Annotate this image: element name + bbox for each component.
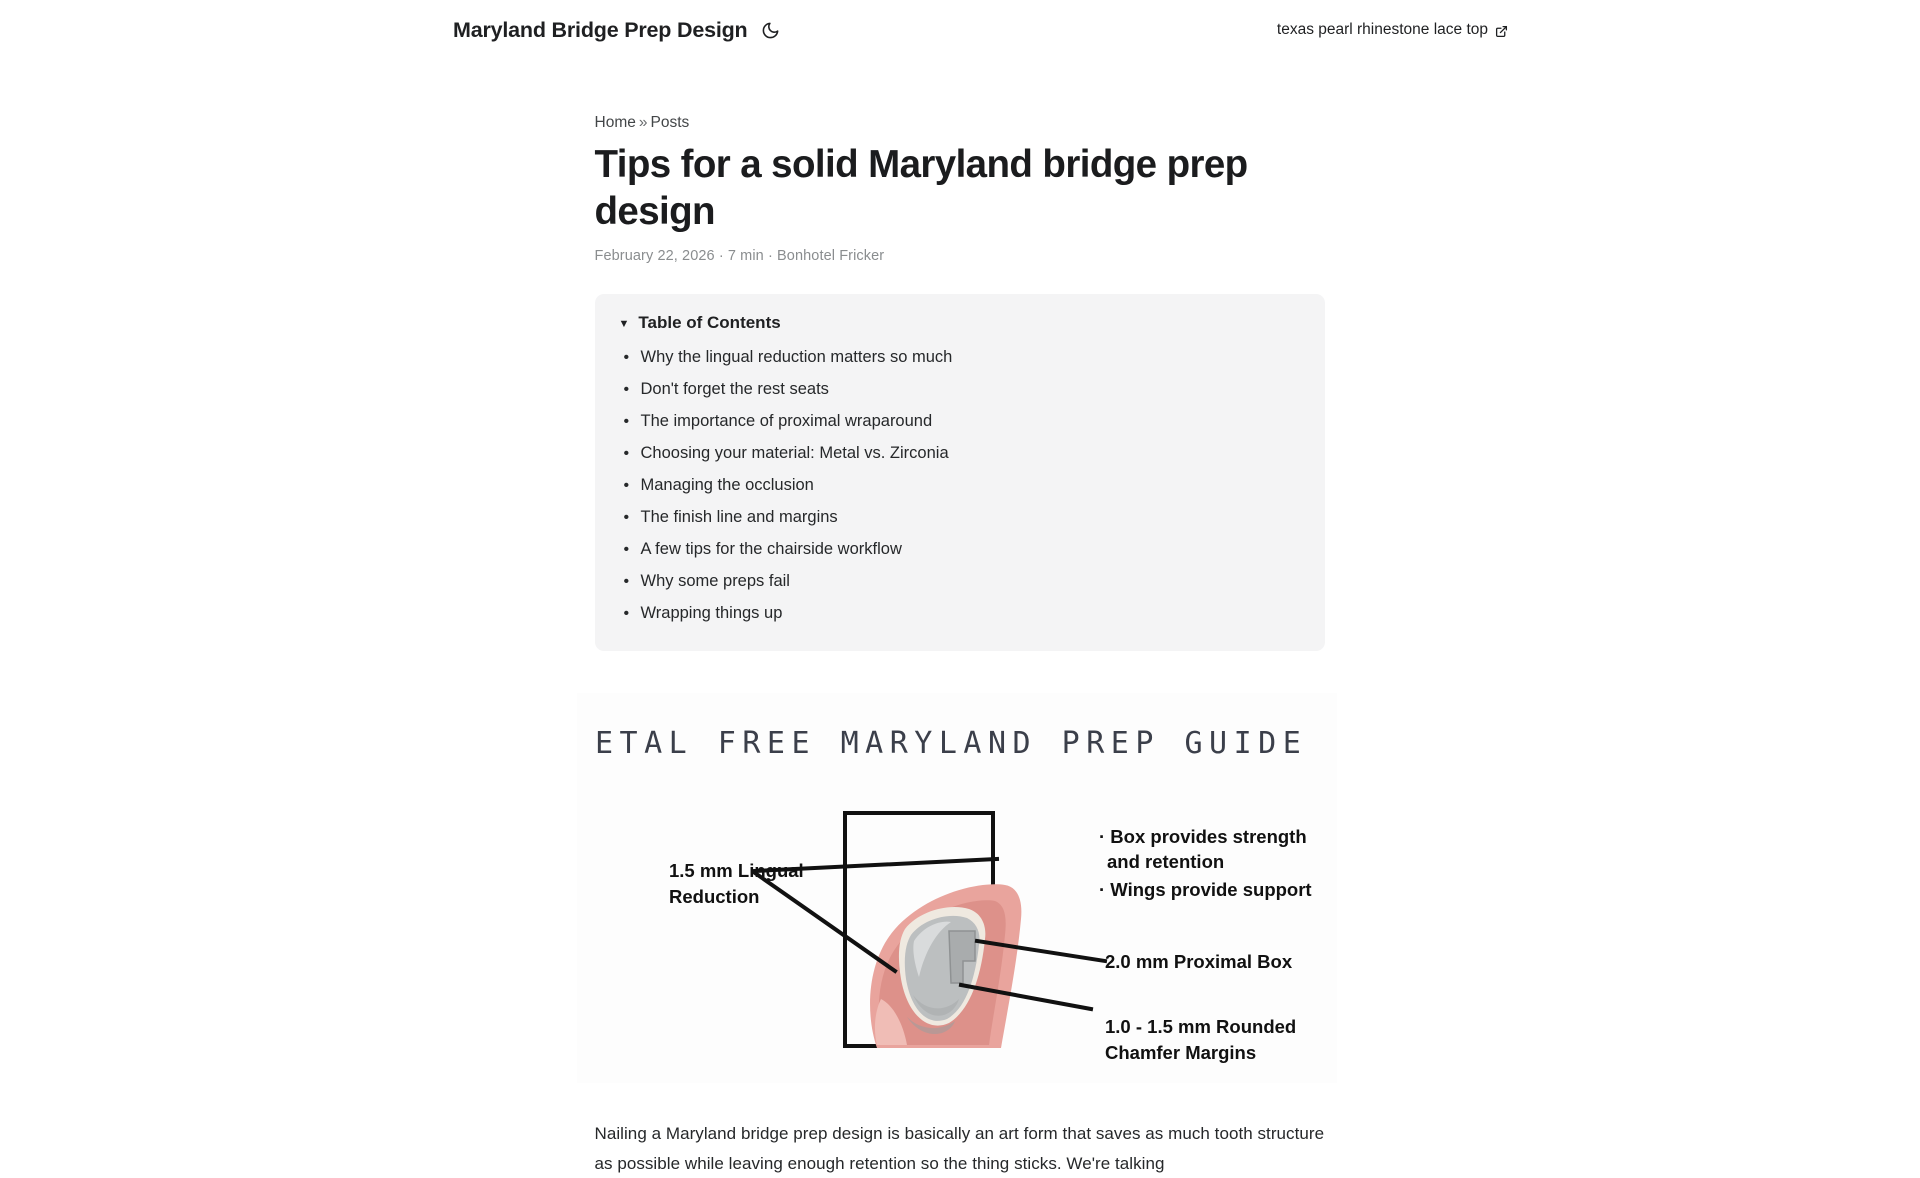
breadcrumb-separator: » (638, 114, 648, 131)
toc-link[interactable]: A few tips for the chairside workflow (640, 539, 902, 558)
body-paragraph: Nailing a Maryland bridge prep design is basically an art form that saves as much tooth structure as possible while leaving enough retention so the thing sticks. We're talking (594, 1124, 1325, 1173)
toc-link[interactable]: Managing the occlusion (640, 475, 814, 494)
toc-link[interactable]: Wrapping things up (640, 603, 783, 622)
page-title: Tips for a solid Maryland bridge prep design (594, 142, 1248, 234)
moon-icon[interactable] (759, 19, 781, 41)
list-item (641, 470, 1301, 502)
brand-group (453, 18, 781, 43)
site-header (0, 0, 1920, 60)
label-chamfer-line2: Chamfer Margins (1104, 1042, 1256, 1064)
article (595, 60, 1325, 1178)
label-chamfer-line1: 1.0 - 1.5 mm Rounded (1104, 1016, 1296, 1038)
list-item (641, 438, 1301, 470)
post-meta: February 22, 2026 · 7 min · Bonhotel Fricker (594, 248, 885, 265)
header-right-group (1277, 21, 1508, 39)
moon-glyph (761, 21, 780, 40)
list-item (641, 598, 1301, 630)
toc-link[interactable]: Choosing your material: Metal vs. Zirconia (640, 443, 949, 462)
toc-heading: Table of Contents (638, 313, 781, 333)
site-title[interactable]: Maryland Bridge Prep Design (453, 17, 748, 42)
breadcrumb (595, 112, 1325, 134)
list-item (641, 534, 1301, 566)
toc-link[interactable]: Why the lingual reduction matters so much (640, 348, 953, 367)
list-item (641, 406, 1301, 438)
label-proximal-box: 2.0 mm Proximal Box (1104, 951, 1292, 973)
breadcrumb-home[interactable]: Home (594, 114, 636, 131)
list-item (641, 342, 1301, 374)
label-lingual-reduction-line2: Reduction (668, 886, 759, 908)
list-item (641, 374, 1301, 406)
page-wrapper (0, 60, 1920, 1178)
toc-link[interactable]: The importance of proximal wraparound (640, 412, 933, 430)
table-of-contents[interactable] (595, 294, 1325, 651)
caret-down-icon: ▼ (618, 317, 630, 330)
prep-guide-illustration (577, 693, 1337, 1083)
toc-list (619, 342, 1301, 629)
list-item (641, 566, 1301, 598)
breadcrumb-posts[interactable]: Posts (650, 114, 690, 131)
post-figure (595, 693, 1325, 1083)
list-item (641, 502, 1301, 534)
toc-link[interactable]: The finish line and margins (640, 507, 838, 526)
label-box-strength-line1: · Box provides strength (1098, 826, 1307, 848)
label-lingual-reduction-line1: 1.5 mm Lingual (668, 860, 804, 882)
external-link-glyph (1495, 25, 1508, 38)
toc-toggle[interactable] (619, 313, 1301, 333)
toc-link[interactable]: Why some preps fail (640, 571, 790, 590)
external-link-icon (1495, 25, 1508, 38)
figure-heading: ETAL FREE MARYLAND PREP GUIDE (594, 726, 1307, 762)
toc-link[interactable]: Don't forget the rest seats (640, 380, 829, 399)
header-external-link[interactable]: texas pearl rhinestone lace top (1276, 21, 1488, 38)
post-body (595, 1119, 1325, 1177)
label-box-strength-line2: and retention (1106, 851, 1224, 873)
label-wings-support: · Wings provide support (1098, 879, 1312, 901)
